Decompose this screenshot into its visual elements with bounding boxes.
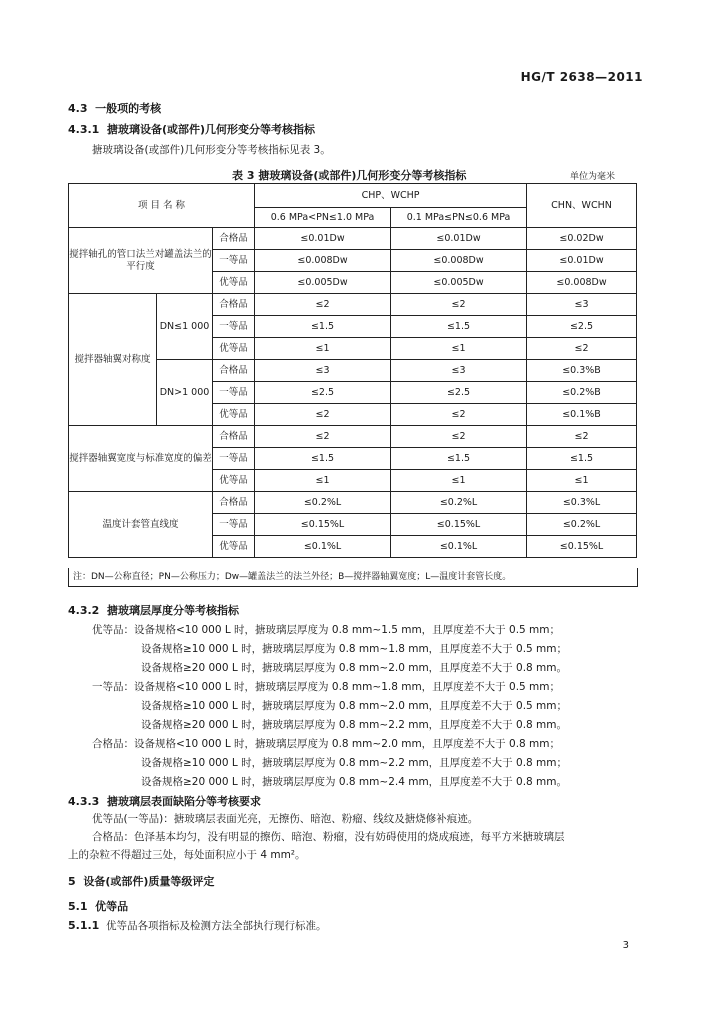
group-label-parallelism: 搅拌轴孔的管口法兰对罐盖法兰的平行度	[69, 228, 213, 294]
value-cell: ≤0.15%L	[527, 536, 637, 558]
value-cell: ≤2	[527, 338, 637, 360]
header-chn: CHN、WCHN	[527, 184, 637, 228]
value-cell: ≤0.15%L	[391, 514, 527, 536]
value-cell: ≤0.005Dw	[255, 272, 391, 294]
section-number: 4.3.1	[68, 123, 100, 136]
value-cell: ≤0.1%B	[527, 404, 637, 426]
grade-cell: 一等品	[213, 250, 255, 272]
value-cell: ≤3	[391, 360, 527, 382]
grade-cell: 一等品	[213, 316, 255, 338]
value-cell: ≤0.01Dw	[527, 250, 637, 272]
thickness-line: 设备规格≥20 000 L 时，搪玻璃层厚度为 0.8 mm~2.0 mm，且厚度差不大于 0.8 mm。	[141, 662, 568, 674]
value-cell: ≤2	[391, 294, 527, 316]
grade-cell: 一等品	[213, 448, 255, 470]
group-label-width-deviation: 搅拌器轴翼宽度与标准宽度的偏差	[69, 426, 213, 492]
grade-cell: 优等品	[213, 536, 255, 558]
section-4-3-1-heading	[68, 121, 315, 137]
table-caption: 表 3 搪玻璃设备(或部件)几何形变分等考核指标	[232, 169, 467, 182]
section-number: 4.3.3	[68, 795, 100, 808]
section-number: 5	[68, 875, 76, 888]
defect-line: 上的杂粒不得超过三处，每处面积应小于 4 mm²。	[68, 849, 306, 861]
section-number: 5.1	[68, 900, 88, 913]
section-4-3-3-heading	[68, 793, 261, 809]
section-title: 搪玻璃设备(或部件)几何形变分等考核指标	[107, 123, 316, 136]
section-title: 一般项的考核	[95, 102, 162, 115]
subgroup-dn-small: DN≤1 000	[157, 294, 213, 360]
value-cell: ≤1.5	[255, 316, 391, 338]
standard-number: HG/T 2638—2011	[520, 70, 643, 84]
thickness-line: 设备规格≥10 000 L 时，搪玻璃层厚度为 0.8 mm~2.2 mm，且厚度差不大于 0.8 mm；	[141, 757, 568, 769]
value-cell: ≤0.2%L	[391, 492, 527, 514]
section-5-1-heading	[68, 898, 128, 914]
value-cell: ≤0.2%B	[527, 382, 637, 404]
value-cell: ≤0.1%L	[391, 536, 527, 558]
value-cell: ≤2.5	[255, 382, 391, 404]
grading-table	[68, 183, 637, 558]
grade-cell: 优等品	[213, 470, 255, 492]
value-cell: ≤0.005Dw	[391, 272, 527, 294]
thickness-line: 设备规格≥10 000 L 时，搪玻璃层厚度为 0.8 mm~1.8 mm，且厚度差不大于 0.5 mm；	[141, 643, 568, 655]
section-title: 设备(或部件)质量等级评定	[83, 875, 215, 888]
value-cell: ≤1.5	[391, 316, 527, 338]
value-cell: ≤1	[255, 338, 391, 360]
value-cell: ≤1.5	[391, 448, 527, 470]
value-cell: ≤0.2%L	[527, 514, 637, 536]
value-cell: ≤3	[527, 294, 637, 316]
grade-cell: 合格品	[213, 360, 255, 382]
thickness-line: 设备规格≥20 000 L 时，搪玻璃层厚度为 0.8 mm~2.4 mm，且厚度差不大于 0.8 mm。	[141, 776, 568, 788]
header-chp: CHP、WCHP	[255, 184, 527, 208]
value-cell: ≤1.5	[255, 448, 391, 470]
value-cell: ≤1	[255, 470, 391, 492]
section-title: 搪玻璃层表面缺陷分等考核要求	[107, 795, 261, 808]
section-text: 优等品各项指标及检测方法全部执行现行标准。	[106, 920, 327, 932]
value-cell: ≤2	[255, 294, 391, 316]
value-cell: ≤3	[255, 360, 391, 382]
value-cell: ≤0.008Dw	[527, 272, 637, 294]
grade-cell: 优等品	[213, 338, 255, 360]
value-cell: ≤2	[391, 404, 527, 426]
table-row	[69, 228, 637, 250]
value-cell: ≤2.5	[527, 316, 637, 338]
table-note: 注：DN—公称直径；PN—公称压力；Dw—罐盖法兰的法兰外径；B—搅拌器轴翼宽度；L—温度计套管长度。	[68, 568, 638, 587]
value-cell: ≤2	[255, 404, 391, 426]
defect-line: 优等品(一等品)：搪玻璃层表面光亮，无擦伤、暗泡、粉瘤、线纹及搪烧修补痕迹。	[92, 813, 479, 825]
value-cell: ≤1	[391, 470, 527, 492]
value-cell: ≤0.3%B	[527, 360, 637, 382]
table-row	[69, 492, 637, 514]
value-cell: ≤1	[527, 470, 637, 492]
defect-line: 合格品：色泽基本均匀，没有明显的擦伤、暗泡、粉瘤，没有妨碍使用的烧成痕迹，每平方米搪玻璃层	[92, 831, 565, 843]
grade-cell: 合格品	[213, 492, 255, 514]
section-5-1-1	[68, 918, 327, 933]
thickness-line: 优等品：设备规格<10 000 L 时，搪玻璃层厚度为 0.8 mm~1.5 mm，且厚度差不大于 0.5 mm；	[92, 624, 561, 636]
grade-cell: 一等品	[213, 382, 255, 404]
value-cell: ≤2	[391, 426, 527, 448]
thickness-line: 一等品：设备规格<10 000 L 时，搪玻璃层厚度为 0.8 mm~1.8 mm，且厚度差不大于 0.5 mm；	[92, 681, 561, 693]
grade-cell: 优等品	[213, 272, 255, 294]
value-cell: ≤0.2%L	[255, 492, 391, 514]
value-cell: ≤0.01Dw	[391, 228, 527, 250]
grade-cell: 合格品	[213, 294, 255, 316]
header-pressure-high: 0.6 MPa<PN≤1.0 MPa	[255, 208, 391, 228]
subgroup-dn-large: DN>1 000	[157, 360, 213, 426]
header-item-name: 项 目 名 称	[69, 184, 255, 228]
grade-cell: 合格品	[213, 228, 255, 250]
section-number: 5.1.1	[68, 919, 100, 932]
group-label-symmetry: 搅拌器轴翼对称度	[69, 294, 157, 426]
section-4-3-1-intro: 搪玻璃设备(或部件)几何形变分等考核指标见表 3。	[92, 144, 331, 156]
section-title: 优等品	[95, 900, 129, 913]
grade-cell: 合格品	[213, 426, 255, 448]
header-pressure-low: 0.1 MPa≤PN≤0.6 MPa	[391, 208, 527, 228]
section-4-3-heading	[68, 100, 161, 116]
value-cell: ≤0.15%L	[255, 514, 391, 536]
page-number: 3	[622, 940, 629, 951]
value-cell: ≤0.01Dw	[255, 228, 391, 250]
value-cell: ≤0.3%L	[527, 492, 637, 514]
value-cell: ≤0.02Dw	[527, 228, 637, 250]
group-label-straightness: 温度计套管直线度	[69, 492, 213, 558]
thickness-line: 合格品：设备规格<10 000 L 时，搪玻璃层厚度为 0.8 mm~2.0 mm，且厚度差不大于 0.8 mm；	[92, 738, 561, 750]
section-title: 搪玻璃层厚度分等考核指标	[107, 604, 239, 617]
table-row	[69, 426, 637, 448]
section-number: 4.3	[68, 102, 88, 115]
section-4-3-2-heading	[68, 602, 239, 618]
table-unit: 单位为毫米	[570, 172, 616, 182]
table-row	[69, 294, 637, 316]
section-5-heading	[68, 873, 214, 889]
section-number: 4.3.2	[68, 604, 100, 617]
value-cell: ≤1.5	[527, 448, 637, 470]
thickness-line: 设备规格≥10 000 L 时，搪玻璃层厚度为 0.8 mm~2.0 mm，且厚度差不大于 0.5 mm；	[141, 700, 568, 712]
value-cell: ≤0.008Dw	[255, 250, 391, 272]
grade-cell: 优等品	[213, 404, 255, 426]
value-cell: ≤2	[527, 426, 637, 448]
value-cell: ≤2	[255, 426, 391, 448]
value-cell: ≤1	[391, 338, 527, 360]
value-cell: ≤0.1%L	[255, 536, 391, 558]
value-cell: ≤0.008Dw	[391, 250, 527, 272]
grade-cell: 一等品	[213, 514, 255, 536]
thickness-line: 设备规格≥20 000 L 时，搪玻璃层厚度为 0.8 mm~2.2 mm，且厚度差不大于 0.8 mm。	[141, 719, 568, 731]
value-cell: ≤2.5	[391, 382, 527, 404]
